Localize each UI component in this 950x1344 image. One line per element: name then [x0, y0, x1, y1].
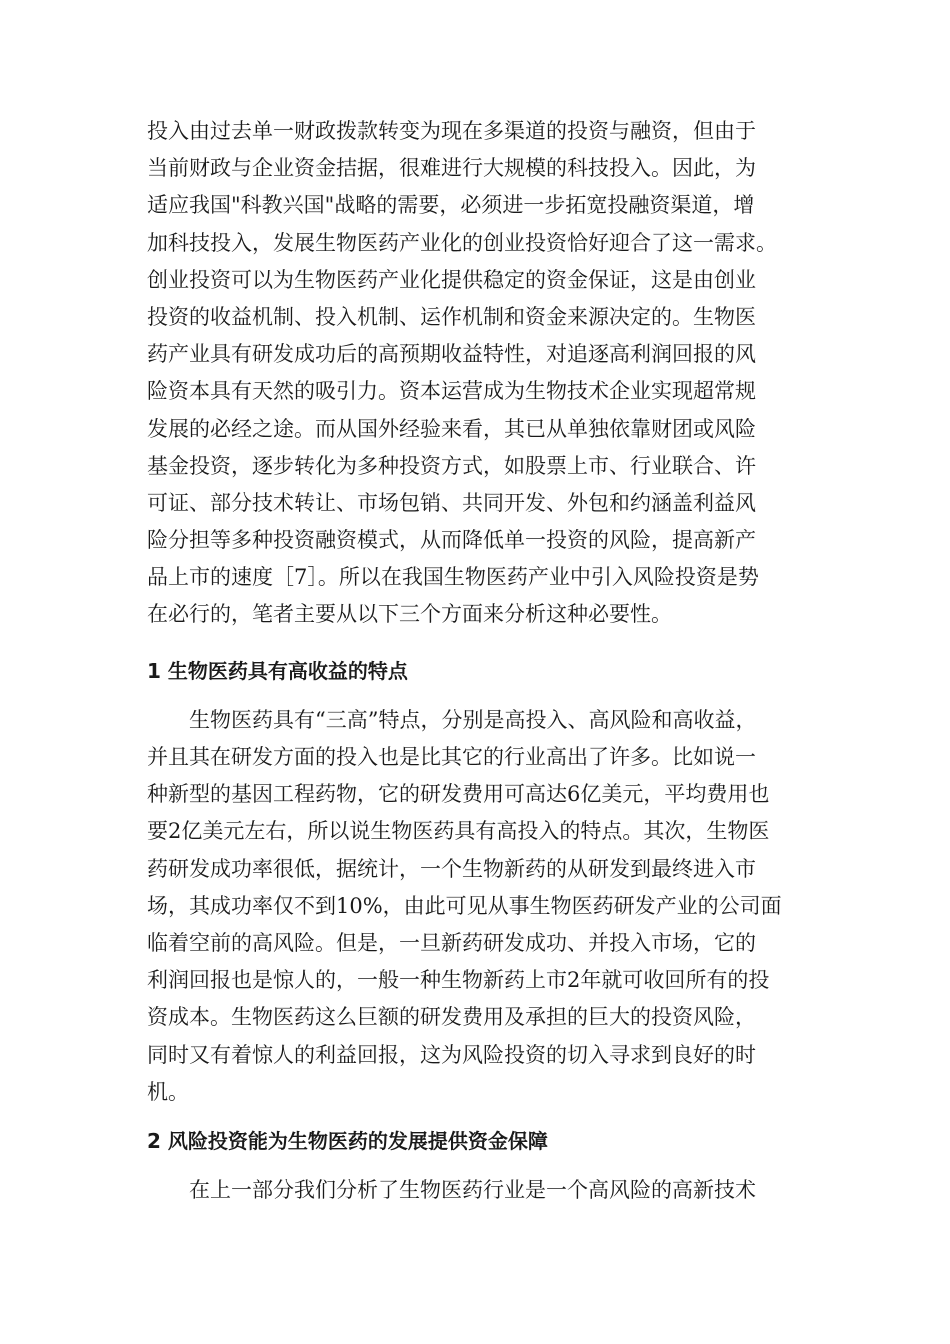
section-1-paragraph: [147, 702, 817, 1111]
text-line: 生物医药具有“三高”特点，分别是高投入、高风险和高收益，: [189, 707, 757, 732]
text-line: 同时又有着惊人的利益回报，这为风险投资的切入寻求到良好的时: [147, 1042, 756, 1067]
text-line: 利润回报也是惊人的，一般一种生物新药上市2年就可收回所有的投: [147, 968, 770, 993]
section-1-heading: 1 生物医药具有高收益的特点: [147, 658, 408, 683]
text-line: 种新型的基因工程药物，它的研发费用可高达6亿美元，平均费用也: [147, 782, 770, 807]
text-line: 投资的收益机制、投入机制、运作机制和资金来源决定的。生物医: [147, 304, 756, 329]
text-line: 在必行的，笔者主要从以下三个方面来分析这种必要性。: [147, 602, 672, 627]
text-line: 险分担等多种投资融资模式，从而降低单一投资的风险，提高新产: [147, 528, 756, 553]
text-line: 险资本具有天然的吸引力。资本运营成为生物技术企业实现超常规: [147, 379, 756, 404]
text-line: 要2亿美元左右，所以说生物医药具有高投入的特点。其次，生物医: [147, 819, 770, 844]
text-line: 基金投资，逐步转化为多种投资方式，如股票上市、行业联合、许: [147, 453, 756, 478]
text-line: 并且其在研发方面的投入也是比其它的行业高出了许多。比如说一: [147, 745, 756, 769]
text-line: 药产业具有研发成功后的高预期收益特性，对追逐高利润回报的风: [147, 342, 756, 367]
section-2-paragraph: [147, 1172, 817, 1209]
text-line: 临着空前的高风险。但是，一旦新药研发成功、并投入市场，它的: [147, 930, 756, 955]
text-line: 场，其成功率仅不到10%，由此可见从事生物医药研发产业的公司面: [147, 893, 782, 918]
text-line: 品上市的速度［7］。所以在我国生物医药产业中引入风险投资是势: [147, 565, 759, 590]
text-line: 投入由过去单一财政拨款转变为现在多渠道的投资与融资，但由于: [147, 119, 756, 143]
text-line: 机。: [147, 1079, 189, 1104]
intro-paragraph: [147, 113, 817, 634]
document-body: [147, 113, 817, 1209]
text-line: 加科技投入，发展生物医药产业化的创业投资恰好迎合了这一需求。: [147, 230, 777, 255]
text-line: 资成本。生物医药这么巨额的研发费用及承担的巨大的投资风险，: [147, 1005, 756, 1030]
text-line: 创业投资可以为生物医药产业化提供稳定的资金保证，这是由创业: [147, 267, 756, 292]
text-line: 发展的必经之途。而从国外经验来看，其已从单独依靠财团或风险: [147, 416, 756, 441]
text-line: 当前财政与企业资金拮据，很难进行大规模的科技投入。因此，为: [147, 156, 756, 181]
text-line: 在上一部分我们分析了生物医药行业是一个高风险的高新技术: [189, 1178, 756, 1203]
text-line: 药研发成功率很低，据统计，一个生物新药的从研发到最终进入市: [147, 856, 756, 881]
text-line: 可证、部分技术转让、市场包销、共同开发、外包和约涵盖利益风: [147, 490, 756, 515]
text-line: 适应我国"科教兴国"战略的需要，必须进一步拓宽投融资渠道，增: [147, 193, 755, 218]
section-2-heading: 2 风险投资能为生物医药的发展提供资金保障: [147, 1128, 548, 1153]
